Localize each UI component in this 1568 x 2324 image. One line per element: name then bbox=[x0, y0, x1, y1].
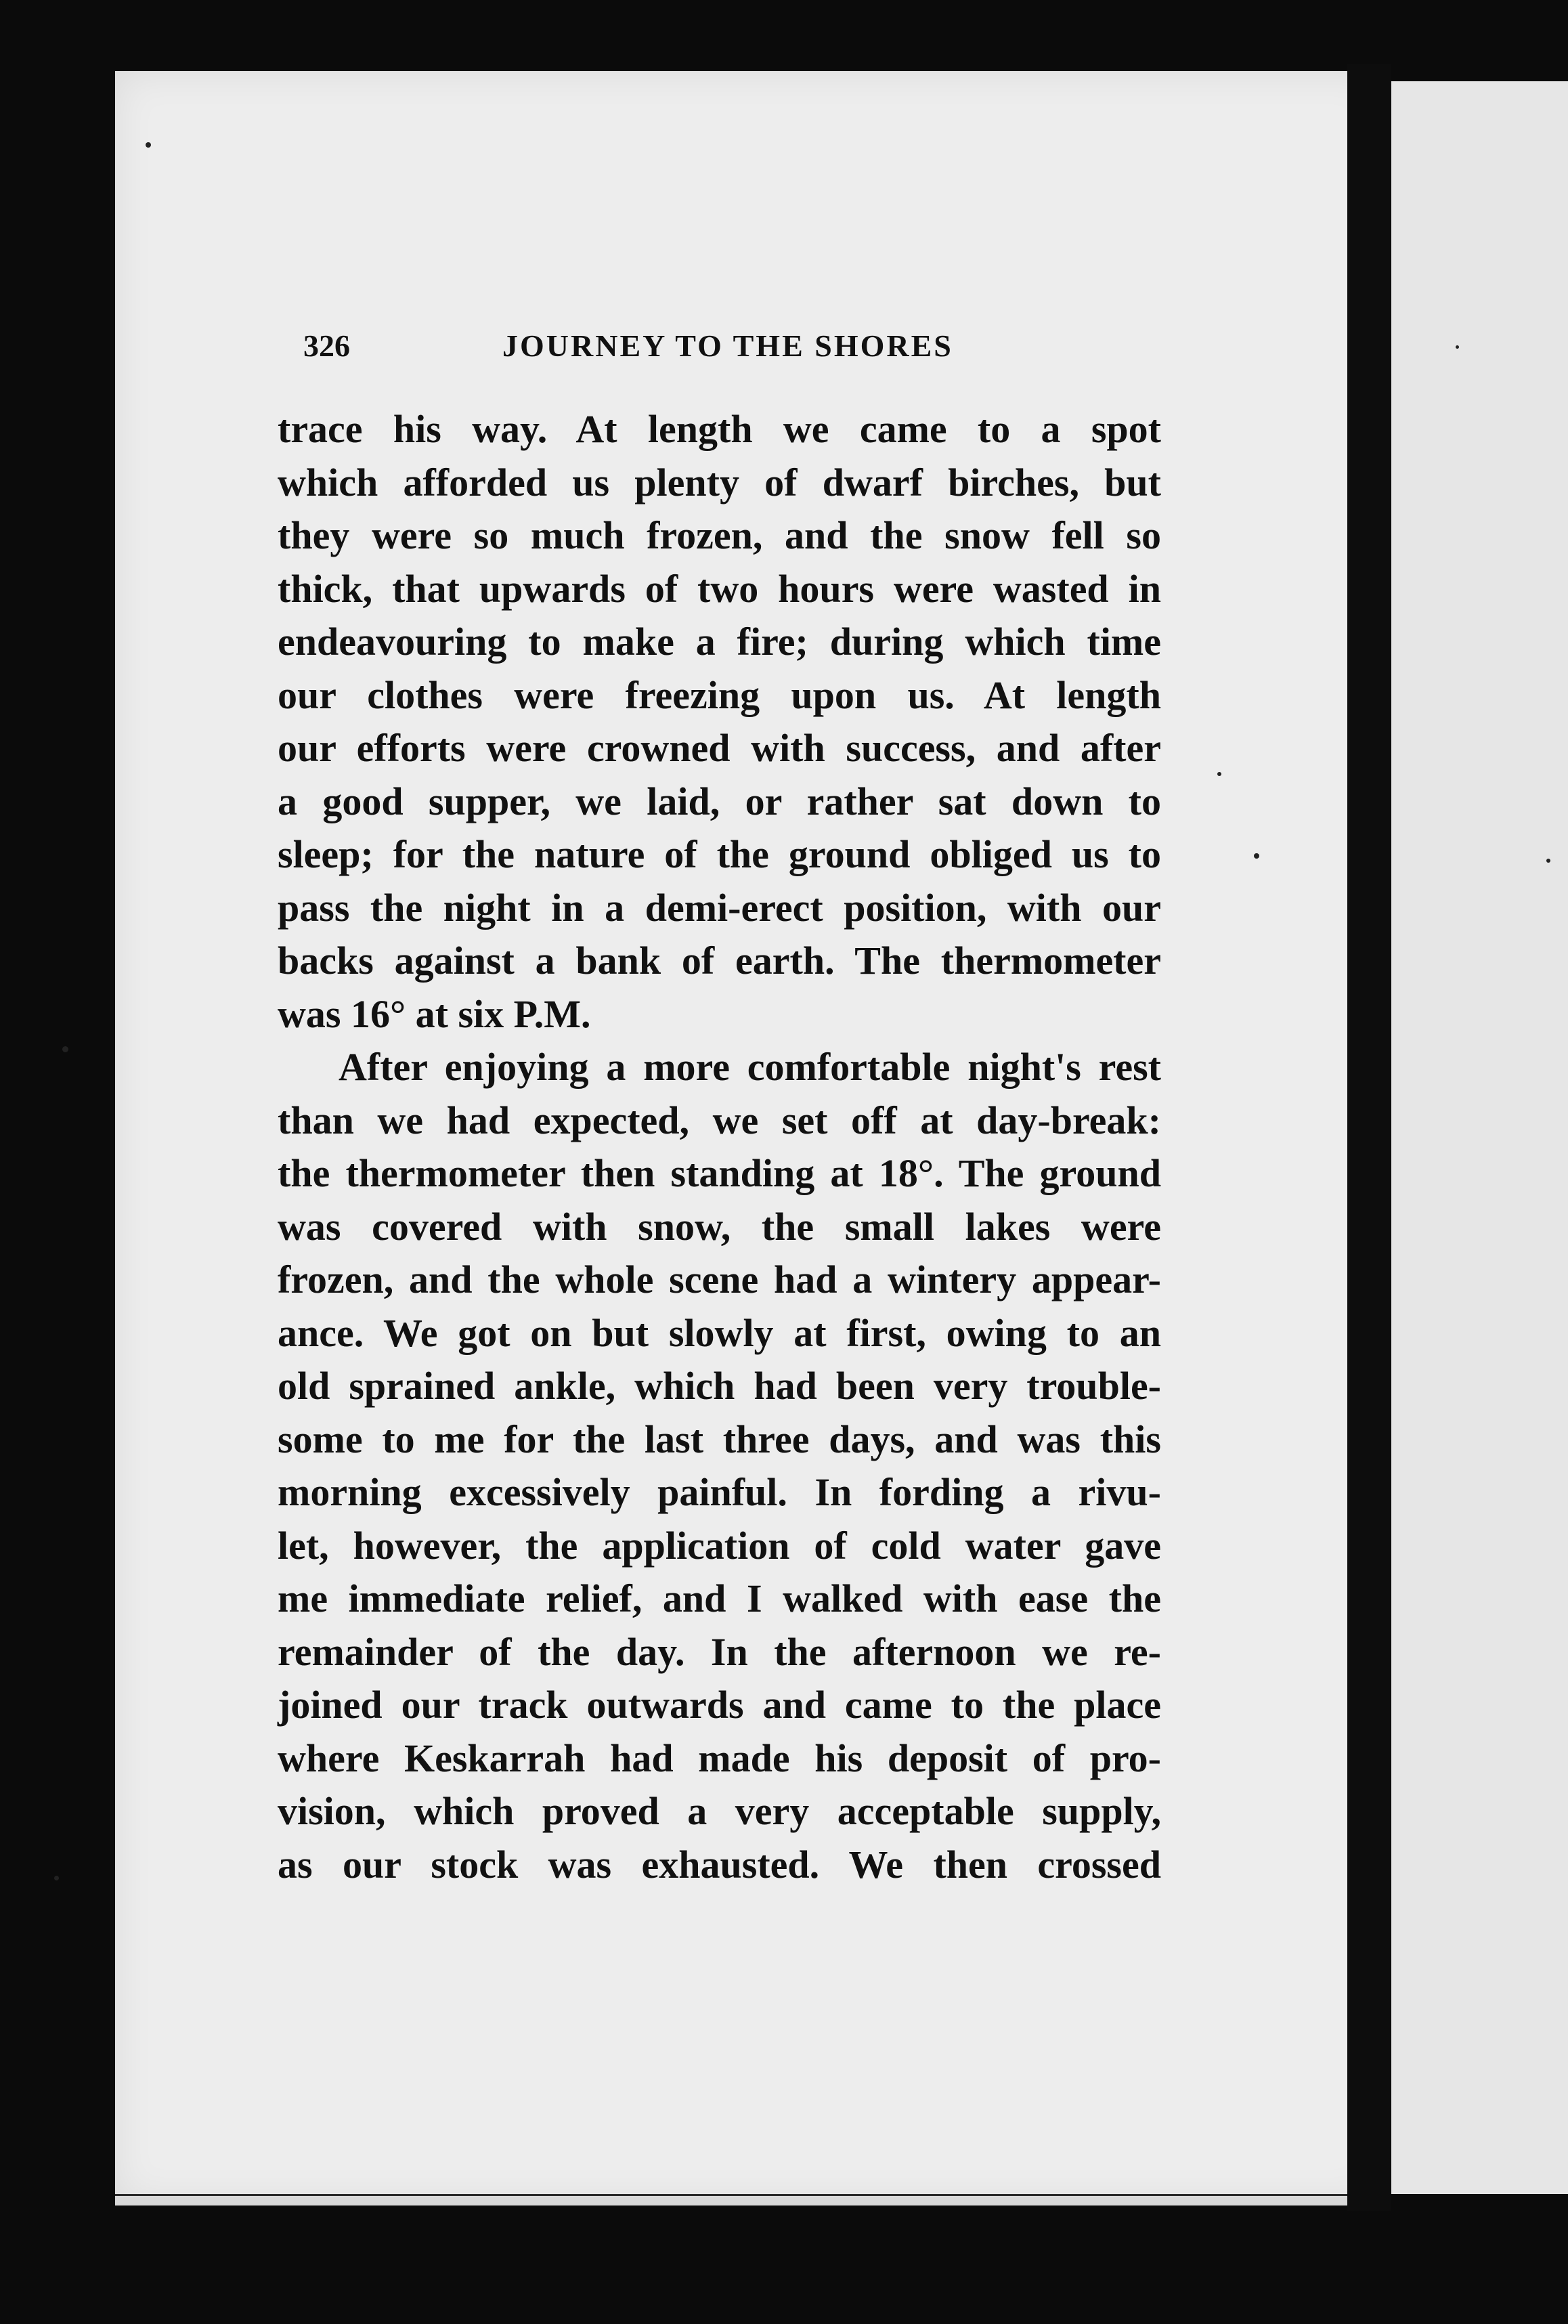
scan-speck bbox=[62, 1046, 68, 1052]
text-line: old sprained ankle, which had been very trouble- bbox=[278, 1364, 1161, 1408]
text-line: ance. We got on but slowly at first, owing to an bbox=[278, 1310, 1161, 1355]
text-line: backs against a bank of earth. The thermometer bbox=[278, 939, 1161, 983]
text-line: which afforded us plenty of dwarf birches, but bbox=[278, 460, 1161, 504]
text-line: vision, which proved a very acceptable supply, bbox=[278, 1789, 1161, 1833]
body-text bbox=[278, 403, 1161, 1891]
text-line: our clothes were freezing upon us. At length bbox=[278, 672, 1161, 717]
scan-speck bbox=[1217, 772, 1221, 776]
text-line: joined our track outwards and came to the place bbox=[278, 1683, 1161, 1727]
text-line: frozen, and the whole scene had a wintery appear- bbox=[278, 1257, 1161, 1301]
text-line: was 16° at six P.M. bbox=[278, 991, 591, 1036]
scan-speck bbox=[1546, 859, 1550, 863]
facing-page-edge bbox=[1391, 81, 1568, 2194]
scan-speck bbox=[1254, 853, 1259, 859]
text-line: some to me for the last three days, and was this bbox=[278, 1417, 1161, 1461]
page-number: 326 bbox=[303, 328, 350, 363]
text-line: trace his way. At length we came to a spot bbox=[278, 407, 1161, 451]
text-line: they were so much frozen, and the snow fell so bbox=[278, 513, 1161, 557]
text-line: pass the night in a demi-erect position, with our bbox=[278, 885, 1161, 930]
text-line: our efforts were crowned with success, and after bbox=[278, 726, 1161, 770]
text-line: thick, that upwards of two hours were wasted in bbox=[278, 566, 1161, 611]
page-edge bbox=[115, 2194, 1388, 2205]
text-line: than we had expected, we set off at day-break: bbox=[278, 1098, 1161, 1142]
text-line: as our stock was exhausted. We then crossed bbox=[278, 1842, 1161, 1887]
text-line: me immediate relief, and I walked with ease the bbox=[278, 1576, 1161, 1620]
book-gutter bbox=[1347, 64, 1391, 2211]
text-line: a good supper, we laid, or rather sat down to bbox=[278, 779, 1161, 823]
scan-speck bbox=[146, 142, 151, 148]
paragraph-first-line: After enjoying a more comfortable night's rest bbox=[339, 1045, 1161, 1089]
text-line: the thermometer then standing at 18°. The ground bbox=[278, 1151, 1161, 1195]
scan-speck bbox=[54, 1876, 59, 1880]
scan-speck bbox=[1456, 345, 1459, 349]
running-title: JOURNEY TO THE SHORES bbox=[502, 328, 953, 363]
text-line: sleep; for the nature of the ground obliged us to bbox=[278, 832, 1161, 876]
text-line: was covered with snow, the small lakes were bbox=[278, 1204, 1161, 1249]
text-line: endeavouring to make a fire; during which time bbox=[278, 620, 1161, 664]
text-line: remainder of the day. In the afternoon we re- bbox=[278, 1629, 1161, 1674]
text-line: morning excessively painful. In fording a rivu- bbox=[278, 1470, 1161, 1514]
text-line: where Keskarrah had made his deposit of pro- bbox=[278, 1736, 1161, 1780]
text-line: let, however, the application of cold water gave bbox=[278, 1523, 1161, 1568]
